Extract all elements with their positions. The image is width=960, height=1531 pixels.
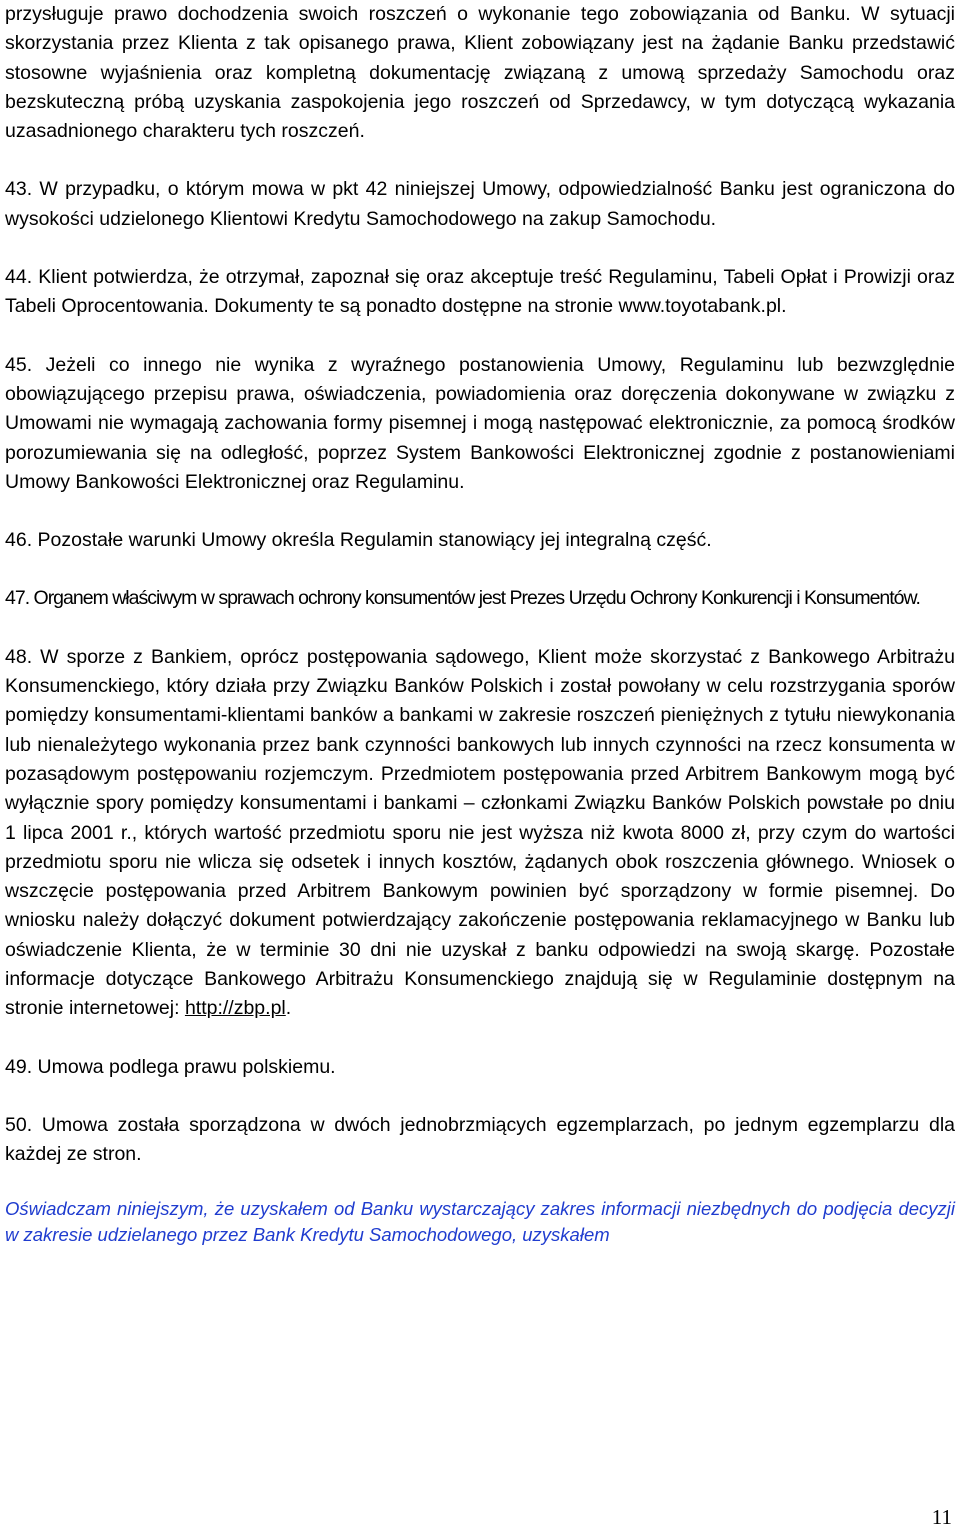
paragraph-48 <box>5 643 955 1024</box>
paragraph-46: 46. Pozostałe warunki Umowy określa Regulamin stanowiący jej integralną część. <box>5 529 712 552</box>
closing-statement: Oświadczam niniejszym, że uzyskałem od Banku wystarczający zakres informacji niezbędnych do podjęcia decyzji w zakresie udzielanego przez Bank Kredytu Samochodowego, uzyskałem <box>5 1197 955 1245</box>
paragraph-45: 45. Jeżeli co innego nie wynika z wyraźnego postanowienia Umowy, Regulaminu lub bezwzględnie obowiązującego przepisu prawa, oświadczenia, powiadomienia oraz doręczenia dokonywane w związku z Umowami nie wymagają zachowania formy pisemnej i mogą następować elektronicznie, za pomocą środków porozumiewania się na odległość, poprzez System Bankowości Elektronicznej zgodnie z postanowieniami Umowy Bankowości Elektronicznej oraz Regulaminu. <box>5 353 955 493</box>
paragraph-48-end: . <box>285 997 292 1020</box>
paragraph-47: 47. Organem właściwym w sprawach ochrony konsumentów jest Prezes Urzędu Ochrony Konkurencji i Konsumentów. <box>5 587 920 610</box>
paragraph-intro: przysługuje prawo dochodzenia swoich roszczeń o wykonanie tego zobowiązania od Banku. W sytuacji skorzystania przez Klienta z tak opisanego prawa, Klient zobowiązany jest na żądanie Banku przedstawić stosowne wyjaśnienia oraz kompletną dokumentację związaną z umową sprzedaży Samochodu oraz bezskuteczną próbą uzyskania zaspokojenia jego roszczeń od Sprzedawcy, w tym dotyczącą wykazania uzasadnionego charakteru tych roszczeń. <box>5 3 955 143</box>
paragraph-43: 43. W przypadku, o którym mowa w pkt 42 niniejszej Umowy, odpowiedzialność Banku jest ograniczona do wysokości udzielonego Klientowi Kredytu Samochodowego na zakup Samochodu. <box>5 178 955 230</box>
paragraph-44: 44. Klient potwierdza, że otrzymał, zapoznał się oraz akceptuje treść Regulaminu, Tabeli Opłat i Prowizji oraz Tabeli Oprocentowania. Dokumenty te są ponadto dostępne na stronie www.toyotabank.pl. <box>5 266 955 318</box>
document-page <box>5 0 955 1248</box>
paragraph-49: 49. Umowa podlega prawu polskiemu. <box>5 1055 336 1078</box>
zbp-link[interactable]: http://zbp.pl <box>184 997 286 1020</box>
page-number: 11 <box>931 1505 952 1529</box>
paragraph-50: 50. Umowa została sporządzona w dwóch jednobrzmiących egzemplarzach, po jednym egzemplarzu dla każdej ze stron. <box>5 1113 955 1166</box>
paragraph-48-text: 48. W sporze z Bankiem, oprócz postępowania sądowego, Klient może skorzystać z Bankowego Arbitrażu Konsumenckiego, który działa przy Związku Banków Polskich i został powołany w celu rozstrzygania sporów pomiędzy konsumentami-klientami banków a bankami w zakresie roszczeń pieniężnych z tytułu niewykonania lub nienależytego wykonania przez bank czynności bankowych lub innych czynności na rzecz konsumenta w pozasądowym postępowaniu rozjemczym. Przedmiotem postępowania przed Arbitrem Bankowym mogą być wyłącznie spory pomiędzy konsumentami i bankami – członkami Związku Banków Polskich powstałe po dniu 1 lipca 2001 r., których wartość przedmiotu sporu nie jest wyższa niż kwota 8000 zł, przy czym do wartości przedmiotu sporu nie wlicza się odsetek i innych kosztów, żądanych obok roszczenia głównego. Wniosek o wszczęcie postępowania przed Arbitrem Bankowym powinien być sporządzony w formie pisemnej. Do wniosku należy dołączyć dokument potwierdzający zakończenie postępowania reklamacyjnego w Banku lub oświadczenie Klienta, że w terminie 30 dni nie uzyskał z banku odpowiedzi na swoją skargę. Pozostałe informacje dotyczące Bankowego Arbitrażu Konsumenckiego znajdują się w Regulaminie dostępnym na stronie internetowej: <box>5 645 955 1020</box>
